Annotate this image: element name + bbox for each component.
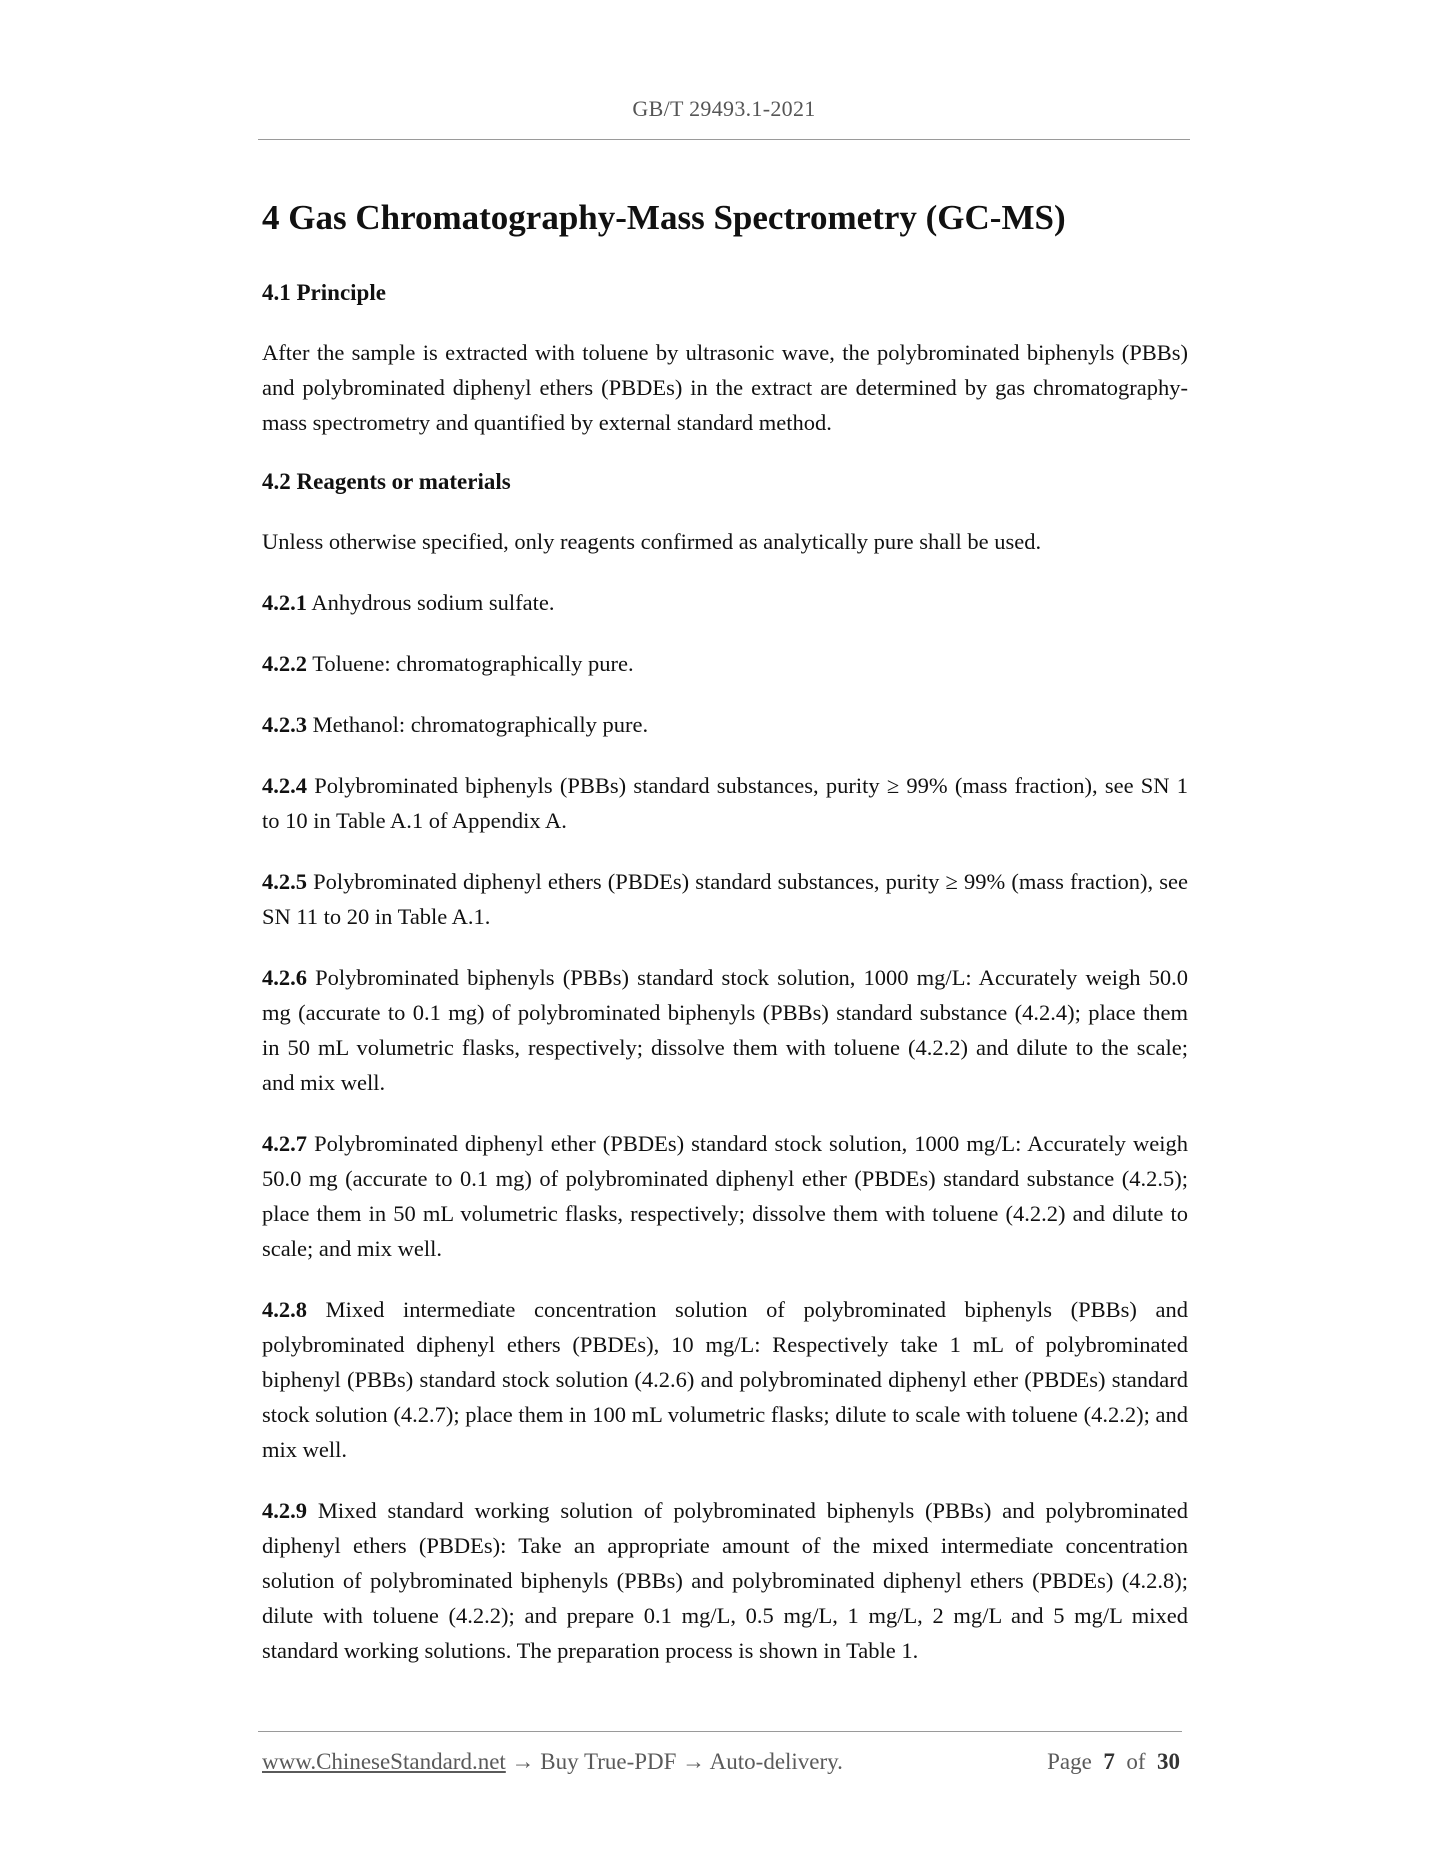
current-page: 7	[1103, 1749, 1115, 1774]
section-title: 4 Gas Chromatography-Mass Spectrometry (GC-MS)	[262, 198, 1066, 237]
clause-text: Polybrominated diphenyl ether (PBDEs) standard stock solution, 1000 mg/L: Accurately weigh 50.0 mg (accurate to 0.1 mg) of polybrominated diphenyl ether (PBDEs) standard substance (4.2.5); place them in 50 mL volumetric flasks, respectively; dissolve them with toluene (4.2.2) and dilute to scale; and mix well.	[262, 1131, 1188, 1261]
clause-number: 4.2.9	[262, 1498, 307, 1523]
reagent-item-4-2-2	[262, 646, 1188, 681]
clause-number: 4.2.7	[262, 1131, 307, 1156]
page-number	[1047, 1749, 1180, 1775]
document-id-header: GB/T 29493.1-2021	[632, 96, 816, 121]
website-link[interactable]: www.ChineseStandard.net	[262, 1749, 506, 1774]
clause-text: Polybrominated biphenyls (PBBs) standard substances, purity ≥ 99% (mass fraction), see SN 1 to 10 in Table A.1 of Appendix A.	[262, 773, 1188, 833]
clause-text: Mixed standard working solution of polybrominated biphenyls (PBBs) and polybrominated diphenyl ethers (PBDEs): Take an appropriate amount of the mixed intermediate concentration solution of polybrominated biphenyls (PBBs) and polybrominated diphenyl ethers (PBDEs) (4.2.8); dilute with toluene (4.2.2); and prepare 0.1 mg/L, 0.5 mg/L, 1 mg/L, 2 mg/L and 5 mg/L mixed standard working solutions. The preparation process is shown in Table 1.	[262, 1498, 1188, 1663]
page-of-label: of	[1126, 1749, 1146, 1774]
clause-number: 4.2.4	[262, 773, 307, 798]
clause-number: 4.2.3	[262, 712, 307, 737]
reagents-heading: 4.2 Reagents or materials	[262, 469, 511, 494]
clause-text: Anhydrous sodium sulfate.	[311, 590, 555, 615]
footer-promo	[262, 1749, 843, 1775]
clause-number: 4.2.1	[262, 590, 307, 615]
clause-number: 4.2.2	[262, 651, 307, 676]
reagent-item-4-2-9	[262, 1493, 1188, 1668]
footer-divider	[258, 1731, 1182, 1732]
reagent-item-4-2-8	[262, 1292, 1188, 1467]
clause-number: 4.2.5	[262, 869, 307, 894]
clause-text: Polybrominated diphenyl ethers (PBDEs) standard substances, purity ≥ 99% (mass fraction), see SN 11 to 20 in Table A.1.	[262, 869, 1188, 929]
header-divider	[258, 139, 1190, 140]
page-label: Page	[1047, 1749, 1092, 1774]
document-body	[262, 195, 1188, 1694]
reagent-item-4-2-7	[262, 1126, 1188, 1266]
clause-text: Polybrominated biphenyls (PBBs) standard stock solution, 1000 mg/L: Accurately weigh 50.0 mg (accurate to 0.1 mg) of polybrominated biphenyls (PBBs) standard substance (4.2.4); place them in 50 mL volumetric flasks, respectively; dissolve them with toluene (4.2.2) and dilute to the scale; and mix well.	[262, 965, 1188, 1095]
clause-number: 4.2.8	[262, 1297, 307, 1322]
clause-text: Mixed intermediate concentration solution of polybrominated biphenyls (PBBs) and polybrominated diphenyl ethers (PBDEs), 10 mg/L: Respectively take 1 mL of polybrominated biphenyl (PBBs) standard stock solution (4.2.6) and polybrominated diphenyl ether (PBDEs) standard stock solution (4.2.7); place them in 100 mL volumetric flasks; dilute to scale with toluene (4.2.2); and mix well.	[262, 1297, 1189, 1462]
total-pages: 30	[1157, 1749, 1180, 1774]
reagents-intro: Unless otherwise specified, only reagents confirmed as analytically pure shall be used.	[262, 529, 1042, 554]
promo-text: → Buy True-PDF → Auto-delivery.	[505, 1749, 843, 1774]
reagent-item-4-2-5	[262, 864, 1188, 934]
reagent-item-4-2-3	[262, 707, 1188, 742]
reagent-item-4-2-6	[262, 960, 1188, 1100]
clause-text: Toluene: chromatographically pure.	[312, 651, 634, 676]
reagent-item-4-2-4	[262, 768, 1188, 838]
clause-text: Methanol: chromatographically pure.	[312, 712, 649, 737]
principle-heading: 4.1 Principle	[262, 280, 386, 305]
reagent-item-4-2-1	[262, 585, 1188, 620]
principle-paragraph: After the sample is extracted with toluene by ultrasonic wave, the polybrominated biphenyls (PBBs) and polybrominated diphenyl ethers (PBDEs) in the extract are determined by gas chromatography-mass spectrometry and quantified by external standard method.	[262, 340, 1188, 435]
clause-number: 4.2.6	[262, 965, 307, 990]
